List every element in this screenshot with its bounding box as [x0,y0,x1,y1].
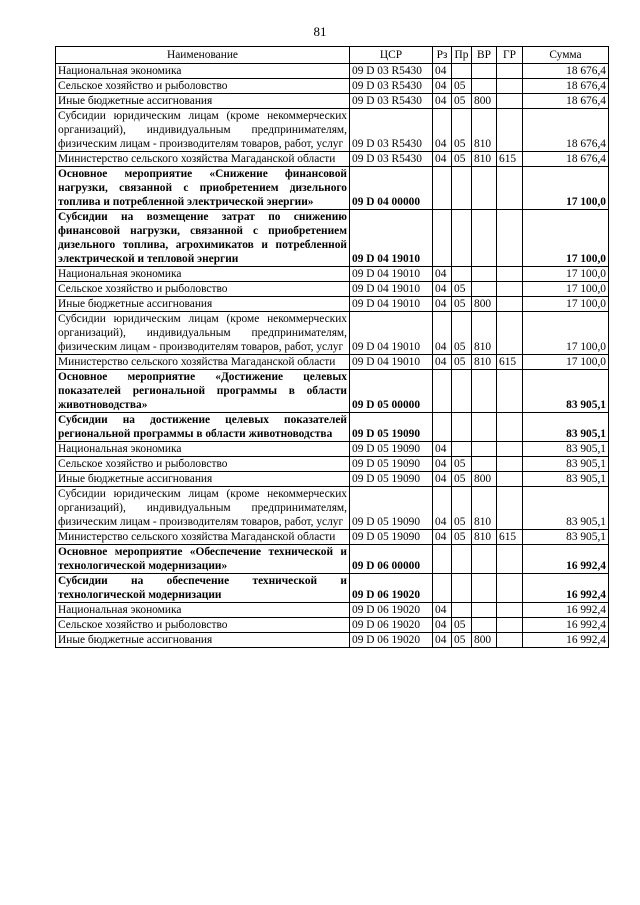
row-sum: 17 100,0 [523,267,609,282]
row-gr [497,413,523,442]
row-pr [452,574,472,603]
row-csr: 09 D 03 R5430 [350,79,433,94]
row-gr [497,210,523,267]
row-csr: 09 D 06 19020 [350,633,433,648]
row-sum: 17 100,0 [523,167,609,210]
row-name: Сельское хозяйство и рыболовство [56,457,350,472]
row-csr: 09 D 04 00000 [350,167,433,210]
row-sum: 17 100,0 [523,312,609,355]
row-sum: 17 100,0 [523,355,609,370]
row-csr: 09 D 05 19090 [350,442,433,457]
row-gr [497,267,523,282]
row-name: Национальная экономика [56,64,350,79]
row-gr [497,167,523,210]
row-pr: 05 [452,282,472,297]
row-csr: 09 D 03 R5430 [350,94,433,109]
row-rz: 04 [433,633,452,648]
table-row [56,472,609,487]
row-rz: 04 [433,64,452,79]
row-sum: 16 992,4 [523,618,609,633]
row-rz: 04 [433,442,452,457]
row-pr: 05 [452,297,472,312]
row-csr: 09 D 06 19020 [350,574,433,603]
row-name: Сельское хозяйство и рыболовство [56,618,350,633]
row-csr: 09 D 05 19090 [350,487,433,530]
table-row [56,267,609,282]
row-vr [472,167,497,210]
row-rz [433,574,452,603]
row-name: Иные бюджетные ассигнования [56,633,350,648]
row-pr [452,603,472,618]
table-body [56,64,609,648]
row-csr: 09 D 03 R5430 [350,152,433,167]
row-sum: 16 992,4 [523,603,609,618]
row-gr [497,297,523,312]
table-row [56,79,609,94]
row-name: Субсидии юридическим лицам (кроме некоммерческих организаций), индивидуальным предпринимателям, физическим лицам - производителям товаров, работ, услуг [56,312,350,355]
row-rz: 04 [433,94,452,109]
table-row [56,457,609,472]
row-pr: 05 [452,355,472,370]
row-gr [497,545,523,574]
row-rz: 04 [433,487,452,530]
row-csr: 09 D 04 19010 [350,355,433,370]
row-csr: 09 D 05 19090 [350,413,433,442]
row-name: Субсидии на достижение целевых показателей региональной программы в области животноводства [56,413,350,442]
row-rz [433,370,452,413]
table-row [56,442,609,457]
row-sum: 83 905,1 [523,457,609,472]
row-name: Министерство сельского хозяйства Магаданской области [56,355,350,370]
row-rz: 04 [433,297,452,312]
row-csr: 09 D 04 19010 [350,312,433,355]
row-vr: 810 [472,312,497,355]
table-row [56,109,609,152]
row-gr [497,64,523,79]
table-row [56,94,609,109]
row-name: Национальная экономика [56,267,350,282]
row-rz: 04 [433,267,452,282]
row-vr [472,618,497,633]
row-sum: 83 905,1 [523,487,609,530]
row-gr [497,633,523,648]
row-vr: 800 [472,297,497,312]
row-name: Иные бюджетные ассигнования [56,297,350,312]
row-pr: 05 [452,633,472,648]
row-rz [433,167,452,210]
row-vr [472,64,497,79]
row-name: Основное мероприятие «Снижение финансовой нагрузки, связанной с приобретением дизельного топлива и потребленной электрической энергии» [56,167,350,210]
row-pr [452,210,472,267]
table-row [56,618,609,633]
row-vr [472,370,497,413]
budget-table [55,46,609,648]
row-name: Министерство сельского хозяйства Магаданской области [56,530,350,545]
row-csr: 09 D 06 19020 [350,603,433,618]
row-csr: 09 D 03 R5430 [350,64,433,79]
row-pr [452,370,472,413]
table-row [56,530,609,545]
row-name: Субсидии на возмещение затрат по снижению финансовой нагрузки, связанной с приобретением дизельного топлива, агрохимикатов и потребленной электрической и тепловой энергии [56,210,350,267]
row-sum: 18 676,4 [523,79,609,94]
row-pr: 05 [452,530,472,545]
row-name: Иные бюджетные ассигнования [56,94,350,109]
row-csr: 09 D 03 R5430 [350,109,433,152]
row-pr [452,442,472,457]
row-vr [472,574,497,603]
header-name: Наименование [56,47,350,64]
table-row [56,545,609,574]
table-row [56,574,609,603]
row-gr [497,603,523,618]
row-vr: 800 [472,94,497,109]
row-name: Министерство сельского хозяйства Магаданской области [56,152,350,167]
table-row [56,487,609,530]
row-gr [497,109,523,152]
row-pr: 05 [452,79,472,94]
row-rz: 04 [433,618,452,633]
row-name: Основное мероприятие «Обеспечение технической и технологической модернизации» [56,545,350,574]
row-name: Иные бюджетные ассигнования [56,472,350,487]
table-row [56,210,609,267]
row-gr [497,618,523,633]
row-rz [433,413,452,442]
row-rz: 04 [433,457,452,472]
row-csr: 09 D 04 19010 [350,297,433,312]
row-sum: 18 676,4 [523,152,609,167]
row-gr: 615 [497,355,523,370]
row-sum: 83 905,1 [523,370,609,413]
table-row [56,413,609,442]
row-rz: 04 [433,109,452,152]
row-pr [452,267,472,282]
header-sum: Сумма [523,47,609,64]
row-gr [497,79,523,94]
row-pr [452,545,472,574]
row-pr: 05 [452,312,472,355]
row-pr: 05 [452,109,472,152]
row-rz: 04 [433,152,452,167]
row-vr [472,267,497,282]
row-name: Основное мероприятие «Достижение целевых показателей региональной программы в области животноводства» [56,370,350,413]
row-gr: 615 [497,152,523,167]
header-gr: ГР [497,47,523,64]
row-vr [472,79,497,94]
row-rz: 04 [433,472,452,487]
row-sum: 17 100,0 [523,297,609,312]
row-gr [497,94,523,109]
row-vr: 800 [472,633,497,648]
header-csr: ЦСР [350,47,433,64]
row-gr: 615 [497,530,523,545]
row-csr: 09 D 05 19090 [350,530,433,545]
row-sum: 16 992,4 [523,574,609,603]
table-row [56,633,609,648]
table-row [56,312,609,355]
table-row [56,282,609,297]
table-row [56,167,609,210]
row-vr: 810 [472,152,497,167]
row-csr: 09 D 05 00000 [350,370,433,413]
row-rz: 04 [433,79,452,94]
table-row [56,370,609,413]
row-sum: 83 905,1 [523,442,609,457]
row-rz: 04 [433,312,452,355]
row-name: Субсидии на обеспечение технической и технологической модернизации [56,574,350,603]
row-pr: 05 [452,487,472,530]
table-header-row [56,47,609,64]
row-sum: 83 905,1 [523,472,609,487]
row-rz [433,210,452,267]
header-vr: ВР [472,47,497,64]
row-vr [472,603,497,618]
row-sum: 83 905,1 [523,413,609,442]
row-gr [497,574,523,603]
row-csr: 09 D 04 19010 [350,267,433,282]
header-rz: Рз [433,47,452,64]
row-sum: 18 676,4 [523,109,609,152]
row-pr [452,64,472,79]
row-csr: 09 D 05 19090 [350,457,433,472]
row-pr: 05 [452,152,472,167]
row-pr: 05 [452,94,472,109]
row-vr: 810 [472,355,497,370]
row-pr: 05 [452,457,472,472]
row-pr [452,167,472,210]
row-rz: 04 [433,355,452,370]
row-vr [472,413,497,442]
row-csr: 09 D 06 00000 [350,545,433,574]
row-sum: 17 100,0 [523,210,609,267]
row-vr: 800 [472,472,497,487]
row-name: Национальная экономика [56,603,350,618]
row-csr: 09 D 05 19090 [350,472,433,487]
row-name: Субсидии юридическим лицам (кроме некоммерческих организаций), индивидуальным предпринимателям, физическим лицам - производителям товаров, работ, услуг [56,109,350,152]
row-name: Сельское хозяйство и рыболовство [56,79,350,94]
row-gr [497,457,523,472]
row-sum: 17 100,0 [523,282,609,297]
table-row [56,64,609,79]
row-csr: 09 D 04 19010 [350,210,433,267]
page-number: 81 [313,24,327,39]
row-sum: 18 676,4 [523,64,609,79]
row-pr: 05 [452,472,472,487]
row-sum: 18 676,4 [523,94,609,109]
row-pr [452,413,472,442]
row-gr [497,472,523,487]
table-row [56,297,609,312]
row-gr [497,442,523,457]
row-vr [472,210,497,267]
row-vr: 810 [472,109,497,152]
row-vr [472,282,497,297]
row-gr [497,487,523,530]
row-rz: 04 [433,282,452,297]
row-sum: 83 905,1 [523,530,609,545]
table-row [56,355,609,370]
row-gr [497,370,523,413]
row-vr: 810 [472,530,497,545]
row-name: Субсидии юридическим лицам (кроме некоммерческих организаций), индивидуальным предпринимателям, физическим лицам - производителям товаров, работ, услуг [56,487,350,530]
row-name: Национальная экономика [56,442,350,457]
header-pr: Пр [452,47,472,64]
row-rz: 04 [433,530,452,545]
row-csr: 09 D 06 19020 [350,618,433,633]
row-vr [472,442,497,457]
row-name: Сельское хозяйство и рыболовство [56,282,350,297]
row-sum: 16 992,4 [523,633,609,648]
row-rz: 04 [433,603,452,618]
row-vr [472,457,497,472]
table-row [56,152,609,167]
row-vr [472,545,497,574]
row-pr: 05 [452,618,472,633]
table-row [56,603,609,618]
row-csr: 09 D 04 19010 [350,282,433,297]
row-sum: 16 992,4 [523,545,609,574]
row-gr [497,312,523,355]
row-gr [497,282,523,297]
row-vr: 810 [472,487,497,530]
row-rz [433,545,452,574]
